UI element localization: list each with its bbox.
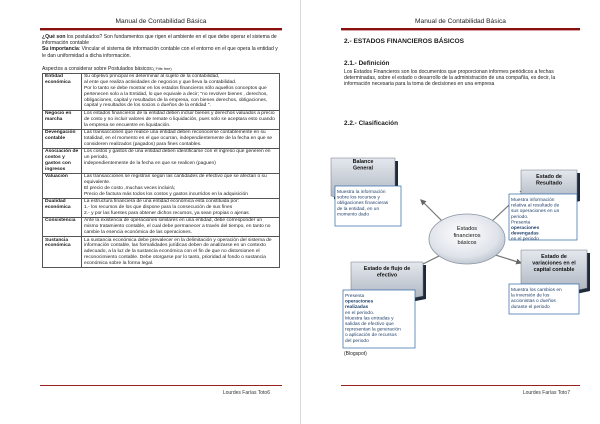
description-line: Las transacciones se registran según las cantidades de efectivo que se afectan o su equivalente. (84, 174, 267, 186)
header-rule (341, 28, 580, 31)
description-line: 2.- y por las fuentes para obtener dichos recursos, ya sean propias o ajenas (84, 210, 249, 216)
text-line: Muestra las entradas y (345, 316, 394, 322)
principle-name: Devengación contable (43, 129, 82, 148)
text-line: Resultado (535, 180, 563, 187)
page-header: Manual de Contabilidad Básica (415, 18, 506, 25)
section-title: 2.- ESTADOS FINANCIEROS BÁSICOS (344, 38, 465, 45)
text-line: Estado de flujo de (363, 266, 411, 272)
text-line: en el periodo (511, 237, 539, 243)
principle-description (82, 129, 280, 148)
image-credit: (Blogspot) (344, 351, 367, 357)
description-line: al ente que realiza actividades de negocios y que lleva la contabilidad. (84, 80, 237, 86)
table-caption: Aspectos a considerar sobre Postulados básicos:( Fiife free) (42, 65, 172, 72)
description-line: La sustancia económica debe prevalecer en la delimitación y operación del sistema de información contable, las formalidades jurídicas deben de analizarse en un contexto adecuado, a la luz de la sustancia económica con el fin de que no distorsionen el reconocimiento contable. Debe otorgarse por lo tanto, prioridad al fondo o sustancia económica sobre la forma legal. (84, 237, 272, 266)
text-line: variaciones en el (532, 260, 576, 267)
text-line: Muestra los cambios en (511, 288, 562, 293)
node-title (353, 159, 374, 171)
text-line: Presenta (345, 294, 365, 299)
text-line: salidas de efectivo que (345, 322, 394, 327)
text-line: sus operaciones en un (511, 209, 560, 215)
description-line: El precio de costo ,muchas veces incluirá; (84, 185, 176, 191)
node-title (536, 174, 563, 186)
description-line: Ante la existencia de operaciones similares en una entidad, debe corresponder un mismo tratamiento contable, el cual debe permanecer a través del tiempo, en tanto no cambie la esencia económica de las operaciones. (84, 218, 271, 236)
principle-name: Negocio en marcha (43, 110, 82, 129)
principle-description (82, 148, 280, 173)
text-line: en el periodo. (345, 310, 375, 316)
text-line: Muestra la información (337, 190, 386, 195)
text-line: sobre los recursos y (337, 195, 380, 201)
page-footer: Lourdes Farías Toto6 (222, 390, 270, 396)
text-line: realizadas (345, 305, 369, 311)
text-line: General (352, 165, 374, 172)
principle-row (43, 129, 280, 148)
principle-row (43, 218, 280, 237)
intro-question: ¿Qué son los postulados? Son fundamentos que rigen el ambiente en el que debe operar el sistema de información contable (42, 34, 277, 47)
text-line: representan la generación (345, 327, 401, 333)
arrow-balance (421, 200, 443, 222)
text-line: obligaciones financieras (337, 201, 389, 207)
description-line: independientemente de la fecha en que se realicen (paguen) (84, 160, 216, 166)
principle-description (82, 173, 280, 198)
text-line: operaciones (511, 226, 540, 231)
center-node (429, 214, 505, 264)
description-line: Los costos y gastos de una entidad deben identificarse con el ingreso que generen en un periodo, (84, 149, 271, 161)
text-line: Balance (352, 159, 374, 165)
principle-name: Consistencia (43, 218, 82, 237)
text-line: de la entidad, en un (337, 206, 380, 212)
text-line: accionistas o dueños (511, 299, 556, 305)
definition-text: Los Estados Financieros son los documentos que proporcionan informes periódicos a fechas determinadas, sobre el estado o desarrollo de la administración de una compañía, es decir, la información necesaria para la toma de decisiones en una empresa (344, 69, 556, 88)
text-line: del periodo (345, 338, 369, 344)
text-line: la inversión de los (511, 293, 550, 299)
text-line: Estado de (541, 254, 567, 260)
description-line: Los estados financieros de la entidad deben incluir bienes y derechos valuados a precio de costo y no incluir valores de remate o liquidación, pues solo se aceptara esto cuando la empresa se encuentre en liquidación. (84, 110, 275, 128)
description-line: Precio de factura más todos los costos y gastos incurridos en la adquisición (84, 191, 248, 197)
description-line: Su objetivo principal es determinar al sujeto de la contabilidad, (84, 74, 220, 80)
description-line: 1.- los recursos de los que dispone para la consecución de sus fines (84, 205, 233, 211)
text-line: periodo. (511, 214, 529, 220)
text-line: Muestra información (511, 198, 555, 203)
principle-description (82, 218, 280, 237)
footer-rule (341, 385, 580, 386)
principle-row (43, 173, 280, 198)
node-balance-general (331, 158, 401, 226)
principle-row (43, 237, 280, 268)
text-line: capital contable (533, 266, 575, 273)
description-line: Por lo tanto se debe mostrar en los estados financieros sólo aquellos conceptos que pertenecen solo a la Entidad, lo que equivale a decir; "no revolver bienes , derechos, obligaciones, capital y resultados de la empresa, con bienes derechos, obligaciones, capital y resultados de los socios o dueños de la entidad ". (84, 86, 268, 109)
center-ellipse (429, 214, 505, 264)
description-line: Las transacciones que realice una entidad deben reconocerse contablemente en su totalidad, en el momento en el que ocurran, independientemente de la fecha en que se consideren realizados (pagados) para fines contables. (84, 130, 273, 147)
principle-row (43, 198, 280, 217)
principle-description (82, 74, 280, 111)
principle-row (43, 110, 280, 129)
definition-title: 2.1.- Definición (344, 60, 390, 67)
text-line: momento dado (337, 212, 369, 218)
financial-statements-diagram (325, 140, 600, 364)
principle-row (43, 74, 280, 111)
principles-table (42, 73, 280, 268)
footer-rule (40, 385, 282, 386)
node-estado-resultado (509, 170, 580, 242)
principle-name: Sustancia económica (43, 237, 82, 268)
page-header: Manual de Contabilidad Básica (115, 18, 207, 25)
header-rule (40, 28, 282, 31)
description-line: La estructura financiera de una entidad económica está constituida por: (84, 199, 239, 205)
text-line: Estado de (536, 174, 562, 180)
principle-description (82, 110, 280, 129)
page-footer: Lourdes Farías Toto7 (522, 390, 570, 396)
principle-name: Valuación (43, 173, 82, 198)
left-body (42, 34, 280, 268)
text-line: efectivo (376, 272, 398, 279)
text-line: durante el periodo (511, 304, 550, 310)
principle-row (43, 148, 280, 173)
text-line: financieros (453, 233, 481, 239)
text-line: básicos (457, 240, 477, 246)
text-line: o aplicación de recursos (345, 333, 397, 339)
principle-description (82, 198, 280, 217)
principle-name: Asociación de costos y gastos con ingresos (43, 148, 82, 173)
text-line: Estados (456, 226, 478, 232)
page-right (300, 0, 600, 424)
node-flujo-efectivo (343, 262, 426, 348)
node-variaciones-capital (509, 250, 590, 314)
principle-name: Entidad económica (43, 74, 82, 111)
principle-description (82, 237, 280, 268)
text-line: Presenta (511, 220, 531, 226)
text-line: relativa al resultado de (511, 203, 560, 209)
text-line: devengadas (511, 231, 539, 237)
classification-title: 2.2.- Clasificación (344, 120, 398, 127)
principle-name: Dualidad económica (43, 198, 82, 217)
importance-text: Su importancia: Vincular el sistema de información contable con el entorno en el que opera la entidad y le dan uniformidad a dicha información. (42, 46, 278, 59)
text-line: operaciones (345, 299, 374, 305)
